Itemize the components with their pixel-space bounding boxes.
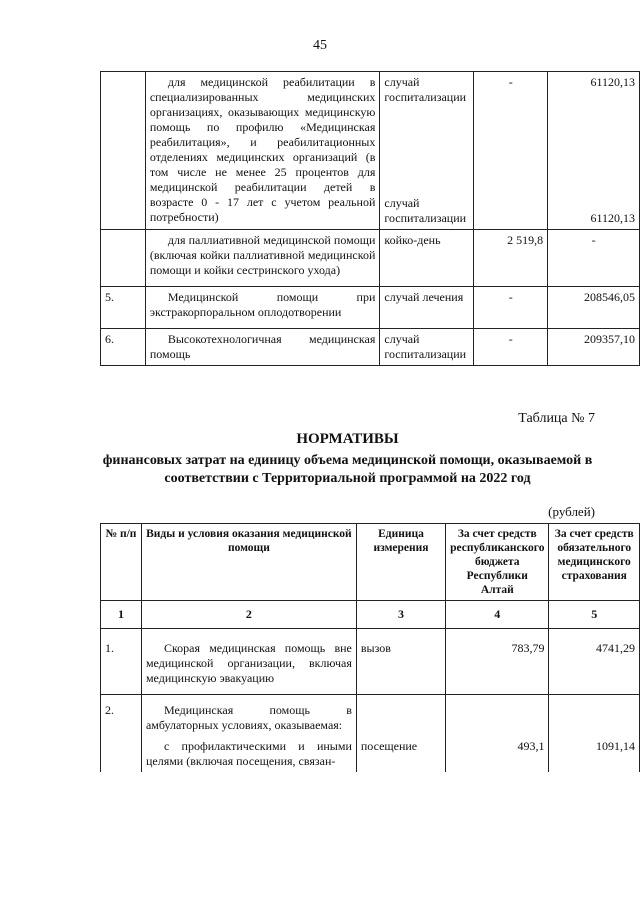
row-budget-value: - [474, 329, 548, 366]
row-budget-value [446, 695, 549, 737]
header-oms: За счет средств обязательного медицинского страхования [549, 524, 640, 601]
header-unit: Единица измерения [356, 524, 445, 601]
heading-title: НОРМАТИВЫ [296, 431, 399, 447]
row-number [101, 230, 146, 287]
header-num: № п/п [101, 524, 142, 601]
table-row [101, 329, 640, 366]
row-oms-bottom: 61120,13 [590, 211, 635, 225]
row-number: 2. [101, 695, 142, 737]
row-unit [380, 72, 474, 230]
row-budget-value: 2 519,8 [474, 230, 548, 287]
table-number: Таблица № 7 [518, 411, 595, 426]
table-row [101, 72, 640, 230]
row-number [101, 736, 142, 772]
top-table [100, 71, 640, 366]
row-oms-value: 208546,05 [548, 287, 640, 329]
row-oms-value: 4741,29 [549, 629, 640, 695]
row-budget-value: 783,79 [446, 629, 549, 695]
row-unit-top: случай госпитализации [384, 75, 467, 104]
column-number: 3 [356, 601, 445, 629]
table-row [101, 287, 640, 329]
row-description: для паллиативной медицинской помощи (включая койки паллиативной медицинской помощи и койки сестринского ухода) [145, 230, 380, 287]
row-description: Скорая медицинская помощь вне медицинской организации, включая медицинскую эвакуацию [141, 629, 356, 695]
row-unit [356, 695, 445, 737]
row-oms-value: - [548, 230, 640, 287]
row-oms-value: 209357,10 [548, 329, 640, 366]
row-number: 5. [101, 287, 146, 329]
column-number: 4 [446, 601, 549, 629]
bottom-table [100, 523, 640, 772]
column-number: 2 [141, 601, 356, 629]
row-unit: случай лечения [380, 287, 474, 329]
row-description: Медицинская помощь в амбулаторных условиях, оказываемая: [141, 695, 356, 737]
row-unit-bottom: случай госпитализации [384, 196, 467, 225]
row-number: 6. [101, 329, 146, 366]
row-description: с профилактическими и иными целями (включая посещения, связан- [141, 736, 356, 772]
row-description: Медицинской помощи при экстракорпоральном оплодотворении [145, 287, 380, 329]
row-number [101, 72, 146, 230]
row-budget-value: - [474, 287, 548, 329]
column-number-row [101, 601, 640, 629]
row-description: для медицинской реабилитации в специализированных медицинских организациях, оказывающих медицинскую помощь по профилю «Медицинская реабилитация», и реабилитационных отделениях медицинских организаций (в том числе не менее 25 процентов для медицинской реабилитации детей в возрасте 0 - 17 лет с учетом реальной потребности) [145, 72, 380, 230]
header-budget: За счет средств республиканского бюджета Республики Алтай [446, 524, 549, 601]
header-description: Виды и условия оказания медицинской помощи [141, 524, 356, 601]
row-number: 1. [101, 629, 142, 695]
table-row [101, 736, 640, 772]
row-oms-value: 1091,14 [549, 736, 640, 772]
row-unit: случай госпитализации [380, 329, 474, 366]
table-row [101, 629, 640, 695]
row-unit: койко-день [380, 230, 474, 287]
row-oms-value [548, 72, 640, 230]
header-row [101, 524, 640, 601]
row-oms-value [549, 695, 640, 737]
row-unit: посещение [356, 736, 445, 772]
row-budget-value: 493,1 [446, 736, 549, 772]
heading-subtitle: финансовых затрат на единицу объема медицинской помощи, оказываемой в соответствии с Территориальной программой на 2022 год [102, 453, 593, 486]
column-number: 5 [549, 601, 640, 629]
row-unit: вызов [356, 629, 445, 695]
row-description: Высокотехнологичная медицинская помощь [145, 329, 380, 366]
page-number: 45 [313, 38, 327, 53]
units-note: (рублей) [548, 504, 595, 519]
table-row [101, 230, 640, 287]
row-budget-value: - [474, 72, 548, 230]
table-row [101, 695, 640, 737]
row-oms-top: 61120,13 [590, 75, 635, 89]
column-number: 1 [101, 601, 142, 629]
